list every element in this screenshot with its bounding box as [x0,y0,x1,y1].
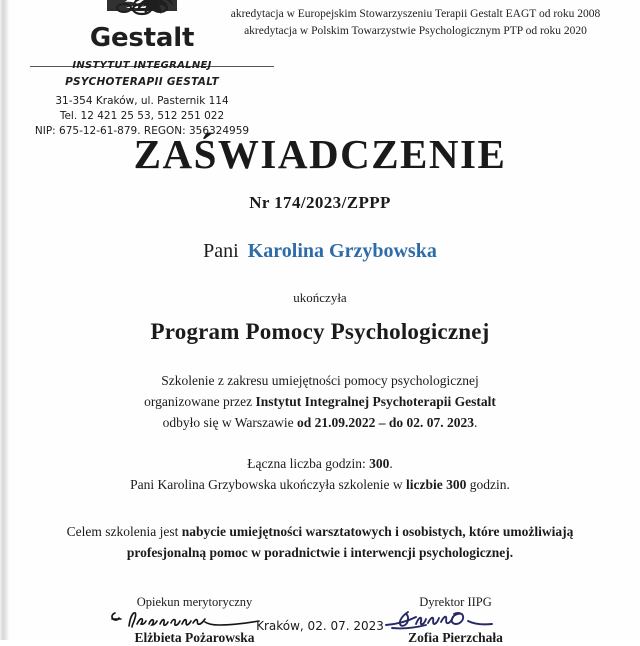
hours-statement-value: liczbie 300 [406,476,467,492]
hours-statement-suffix: godzin. [466,476,510,492]
hours-total-value: 300 [369,455,390,471]
signature-name: Zofia Pierzchała [408,629,503,645]
institute-tax-ids: NIP: 675-12-61-879. REGON: 356324959 [34,125,250,138]
completion-verb: ukończyła [293,290,347,305]
recipient-salutation: Pani [203,240,239,262]
hours-total-suffix: . [389,455,393,471]
recipient-name: Karolina Grzybowska [247,240,437,262]
page-title: ZAŚWIADCZENIE [133,131,507,177]
training-date-range: od 21.09.2022 – do 02. 07. 2023 [296,414,475,430]
institute-name-rule-wrap [18,60,266,73]
goal-prefix: Celem szkolenia jest [66,523,182,539]
hours-total-line [0,454,640,475]
institute-name-line1: INSTYTUT INTEGRALNEJ [72,60,212,71]
logo-wordmark: Gestalt [89,23,195,53]
training-organizer-name: Instytut Integralnej Psychoterapii Gestalt [255,393,496,409]
signature-role-label: Opiekun merytoryczny [136,594,253,609]
institute-contact-block [18,94,266,140]
institute-address: 31-354 Kraków, ul. Pasternik 114 [55,95,229,107]
institute-phone: Tel. 12 421 25 53, 512 251 022 [59,110,225,123]
footer-place-and-date: Kraków, 02. 07. 2023 [256,619,384,633]
goal-statement: nabycie umiejętności warsztatowych i osobistych, które umożliwiają profesjonalną pomoc w poradnictwie i interwencji psychologicznej. [126,523,574,561]
recipient-line [0,240,640,263]
hours-total-prefix: Łączna liczba godzin: [247,455,370,471]
training-details-paragraph [0,371,640,434]
training-dates-prefix: odbyło się w Warszawie [162,414,297,430]
training-organizer-prefix: organizowane przez [144,393,256,409]
signature-role-label: Dyrektor IIPG [419,594,492,609]
accreditation-line-eagt: akredytacja w Europejskim Stowarzyszeniu Terapii Gestalt EAGT od roku 2008 [230,8,601,20]
training-line-scope: Szkolenie z zakresu umiejętności pomocy psychologicznej [161,373,479,388]
hours-statement-line [0,475,640,496]
accreditation-block [205,6,626,41]
training-line-dates [0,413,640,434]
training-dates-suffix: . [474,414,478,430]
program-title: Program Pomocy Psychologicznej [150,319,490,344]
signature-name: Elżbieta Pożarowska [134,629,255,645]
certificate-number: Nr 174/2023/ZPPP [249,193,391,212]
document-header [0,0,640,138]
training-line-organizer [0,392,640,413]
goal-paragraph [0,521,640,564]
accreditation-line-ptp: akredytacja w Polskim Towarzystwie Psychologicznym PTP od roku 2020 [244,25,587,38]
hours-statement-prefix: Pani Karolina Grzybowska ukończyła szkolenie w [130,476,407,492]
institute-name-line2: PSYCHOTERAPII GESTALT [65,76,219,88]
hours-paragraph [0,454,640,496]
